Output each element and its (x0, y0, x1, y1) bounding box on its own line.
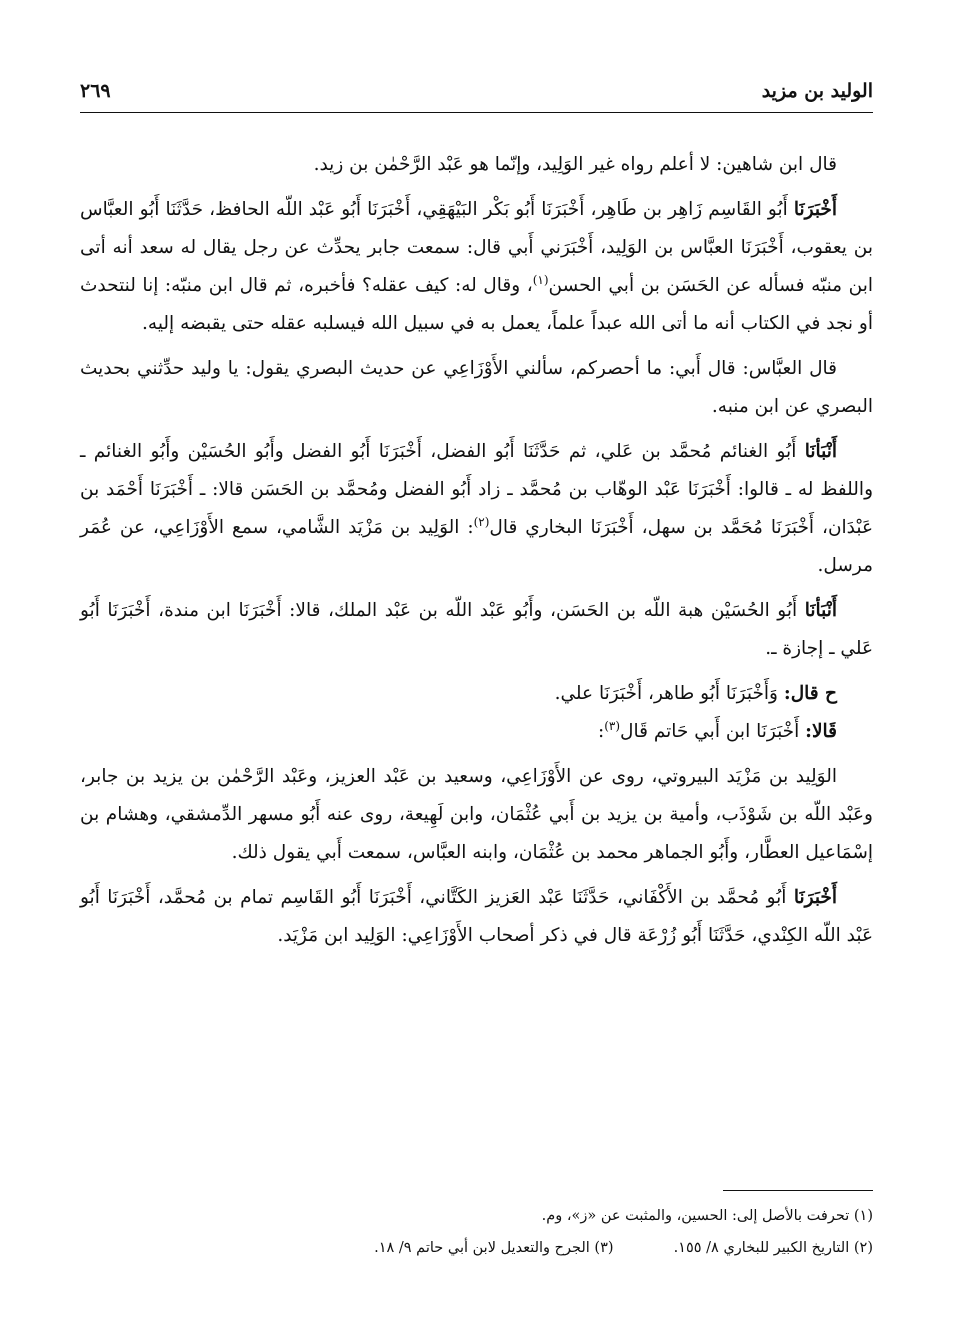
footnote-text: التاريخ الكبير للبخاري ٨/ ١٥٥. (673, 1240, 850, 1256)
footnote-text: الجرح والتعديل لابن أبي حاتم ٩/ ١٨. (374, 1240, 590, 1256)
page-header (80, 72, 873, 113)
paragraph-tail: ، وقال له: كيف عقله؟ فأخبره، ثم قال ابن منبّه: إنا لنتحدث أو نجد في الكتاب أنه ما أتى الله عبداً علماً، يعمل به في سبيل الله فيسلبه عقله حتى يقبضه إليه. (80, 275, 873, 334)
paragraph-text: أَبُو القَاسِم زَاهِر بن طَاهِر، أَخْبَرَنَا أَبُو بَكْر البَيْهَقِي، أَخْبَرَنَا أَبُو عَبْد اللّه الحافظ، حَدَّثَنَا أَبُو العبَّاس بن يعقوب، أَخْبَرَنَا العبَّاس بن الوَلِيد، أَخْبَرَني أَبي قال: سمعت جابر يحدِّث عن رجل يقال له سعد أنه أتى ابن منبّه فسأله عن الحَسَن بن أبي الحسن (80, 199, 873, 296)
footnotes (80, 1200, 873, 1264)
paragraph-tail: : الوَلِيد بن مَزْيَد الشَّامي، سمع الأَوْزَاعِي، عن عُمَر مرسل. (80, 517, 873, 576)
paragraph-7 (80, 713, 873, 751)
paragraph-tail: : (597, 721, 605, 742)
paragraph-text: أَخْبَرَنَا ابن أَبي حَاتم قَال (620, 721, 806, 742)
paragraph-1 (80, 146, 873, 184)
footnote-marker: (٣) (594, 1240, 614, 1256)
page-number: ٢٦٩ (80, 80, 111, 102)
paragraph-9 (80, 879, 873, 955)
footnote-row (80, 1200, 873, 1232)
paragraph-lead: قَالا: (805, 721, 837, 742)
paragraph-5 (80, 592, 873, 668)
footnote-ref-3: (٣) (604, 718, 621, 733)
paragraph-text: وَأَخْبَرَنَا أَبُو طاهر، أَخْبَرَنَا علي. (554, 683, 784, 704)
paragraph-lead: أَخْبَرَنَا (793, 887, 837, 908)
paragraph-6 (80, 675, 873, 713)
paragraph-4 (80, 433, 873, 585)
footnote-marker: (١) (853, 1208, 873, 1224)
paragraph-text: الوَلِيد بن مَزْيَد البيروتي، روى عن الأَوْزَاعِي، وسعيد بن عَبْد العزيز، وعَبْد الرَّحْمٰن بن يزيد بن جابر، وعَبْد اللّه بن شَوْذَب، وأمية بن يزيد بن أَبي عُثْمَان، وابن لَهِيعة، روى عنه أَبُو مسهر الدِّمشقي، وهشام بن إسْمَاعيل العطَّار، وأَبُو الجماهر محمد بن عُثْمَان، وابنه العبَّاس، سمعت أَبي يقول ذلك. (80, 766, 873, 863)
paragraph-2 (80, 191, 873, 343)
paragraph-lead: أَنْبَأنَا (804, 600, 837, 621)
paragraph-lead: أَنْبَأنَا (804, 441, 837, 462)
paragraph-text: قال العبَّاس: قال أَبي: ما أحصركم، سألني الأَوْزَاعِي عن حديث البصري يقول: يا وليد حدِّثني بحديث البصري عن ابن منبه. (80, 358, 873, 417)
footnote-text: تحرفت بالأصل إلى: الحسين، والمثبت عن «ز»، وم. (541, 1208, 850, 1224)
paragraph-3 (80, 350, 873, 426)
paragraph-text: أَبُو مُحمَّد بن الأَكْفَاني، حَدَّثَنَا عَبْد العَزيز الكَتَّاني، أَخْبَرَنَا أَبُو القَاسِم تمام بن مُحمَّد، أَخْبَرَنَا أَبُو عَبْد اللّه الكِنْدي، حَدَّثَنَا أَبُو زُرْعَة قال في ذكر أصحاب الأَوْزَاعِي: الوَلِيد ابن مَزْيَد. (80, 887, 873, 946)
running-head: الوليد بن مزيد (761, 80, 873, 102)
body-text (80, 146, 873, 962)
paragraph-lead: ح قال: (783, 683, 837, 704)
footnote-2 (674, 1232, 873, 1264)
paragraph-text: أَبُو الغنائم مُحمَّد بن عَلي، ثم حَدَّثَنَا أَبُو الفضل، أَخْبَرَنَا أَبُو الفضل وأَبُو الحُسَيْن وأَبُو الغنائم ـ واللفظ له ـ قالوا: أَخْبَرَنَا عَبْد الوهّاب بن مُحمَّد ـ زاد أَبُو الفضل ومُحمَّد بن الحَسَن قالا: ـ أَخْبَرَنَا أَحْمَد بن عَبْدَان، أَخْبَرَنَا مُحَمَّد بن سهل، أَخْبَرَنَا البخاري قال (80, 441, 873, 538)
footnote-divider (723, 1190, 873, 1191)
paragraph-text: قال ابن شاهين: لا أعلم رواه غير الوَلِيد، وإنّما هو عَبْد الرَّحْمٰن بن زيد. (313, 154, 837, 175)
paragraph-text: أَبُو الحُسَيْن هبة اللّه بن الحَسَن، وأَبُو عَبْد اللّه بن عَبْد الملك، قالا: أَخْبَرَنَا ابن مندة، أَخْبَرَنَا أَبُو عَلي ـ إجازة ـ. (80, 600, 873, 659)
footnote-3 (374, 1232, 613, 1264)
footnote-ref-2: (٢) (473, 514, 490, 529)
footnote-marker: (٢) (853, 1240, 873, 1256)
paragraph-lead: أَخْبَرَنَا (793, 199, 837, 220)
footnote-row (80, 1232, 873, 1264)
footnote-ref-1: (١) (532, 272, 549, 287)
paragraph-8 (80, 758, 873, 872)
footnote-1 (542, 1200, 873, 1232)
